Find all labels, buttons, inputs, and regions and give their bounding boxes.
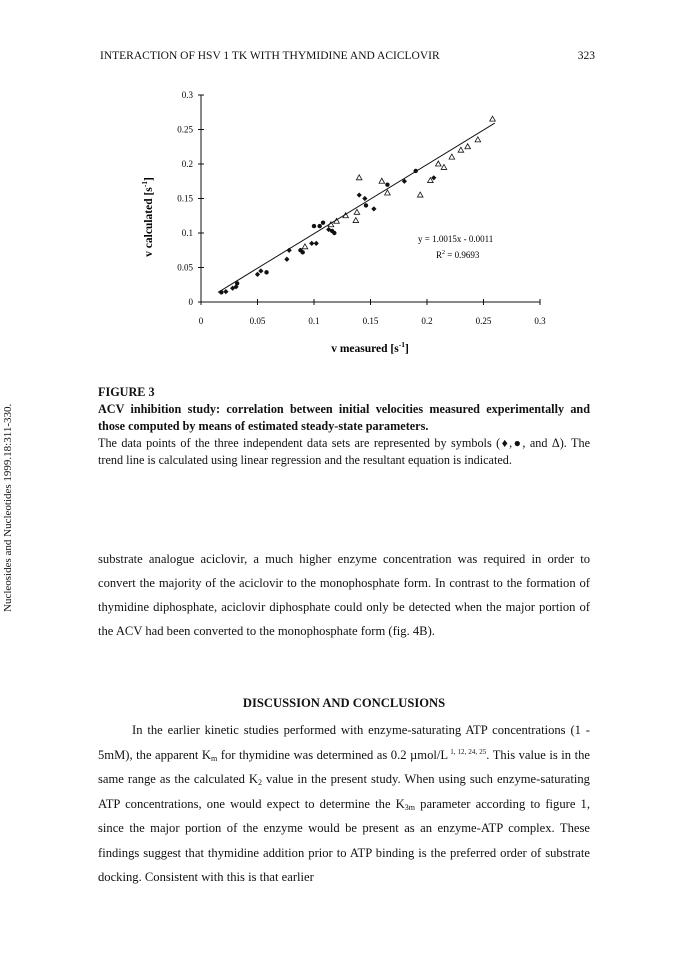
triangle-point [436,161,442,166]
y-tick-label: 0.1 [181,228,193,238]
y-tick-label: 0.15 [177,193,193,204]
figure-3-chart [140,84,560,374]
triangle-point [465,144,471,149]
y-axis-label [140,177,155,257]
triangle-point [475,137,481,142]
circle-point [317,224,321,228]
diamond-point [309,241,314,246]
regression-equation: y = 1.0015x - 0.0011 [418,234,494,244]
running-head [100,50,595,66]
triangle-point [353,218,359,223]
triangle-point [449,154,455,159]
circle-point [312,224,316,228]
y-axis-label-sup: -1 [140,180,149,188]
diamond-point [371,206,376,211]
x-tick-label: 0.1 [308,316,320,326]
x-tick-label: 0.05 [249,316,266,326]
x-axis-label-sup: -1 [398,340,405,349]
body-paragraph: substrate analogue aciclovir, a much higher enzyme concentration was required in order to convert the majority of the aciclovir to the monophosphate form. In contrast to the formation of thymidine diphosphate, aciclovir diphosphate could only be detected when the major portion of the ACV had been converted to the monophosphate form (fig. 4B). [98,552,590,638]
figure-label: FIGURE 3 [98,385,155,399]
x-tick-label: 0.3 [534,316,546,326]
y-tick-label: 0.05 [177,262,193,273]
triangle-point [385,190,391,195]
subscript: 3m [404,802,416,812]
side-citation [2,352,18,612]
diamond-point [362,196,367,201]
x-tick-label: 0.25 [475,316,492,326]
diamond-point [223,289,228,294]
x-tick-label: 0 [198,316,204,326]
text-run: . This value is in the same range as the calculated K [98,747,590,786]
running-title: INTERACTION OF HSV 1 TK WITH THYMIDINE AND ACICLOVIR [100,50,440,62]
y-tick-label: 0.2 [181,159,193,169]
diamond-point [284,257,289,262]
trend-line-group [218,123,495,292]
triangle-point [356,175,362,180]
circle-point [301,250,305,254]
text-run: for thymidine was determined as 0.2 µmol/L [217,747,449,762]
diamond-point [357,192,362,197]
figure-description: The data points of the three independent data sets are represented by symbols (♦,●, and Δ). The trend line is calculated using linear regression and the resultant equation is indicated. [98,436,590,467]
x-tick-label: 0.2 [421,316,433,326]
data-points [219,116,495,294]
triangle-point [490,116,496,121]
subscript: m [211,753,218,763]
section-heading: DISCUSSION AND CONCLUSIONS [242,696,446,710]
triangle-point [458,147,464,152]
side-citation-text: Nucleosides and Nucleotides 1999.18:311-330. [2,403,14,612]
x-axis-label-end: ] [404,343,409,355]
page-number: 323 [577,50,595,62]
triangle-point [417,192,423,197]
y-axis-label-end: ] [143,177,155,181]
y-axis-label-text: v calculated [s [143,187,155,257]
x-axis-label-text: v measured [s [331,343,399,355]
text-run: parameter according to figure 1, since the major portion of the enzyme would be present as an enzyme-ATP complex. These findings suggest that thymidine addition prior to ATP binding is the preferred order of substrate docking. Consistent with this is that earlier [98,796,591,884]
triangle-point [354,209,360,214]
r-squared-label: R [436,250,443,260]
text-run: In the earlier kinetic studies performed with enzyme-saturating ATP concentrations (1 - 5mM), the apparent K [98,723,590,762]
circle-point [364,203,368,207]
y-tick-label: 0.25 [177,124,193,135]
x-tick-label: 0.15 [362,316,379,326]
citation-refs: 1, 12, 24, 25 [448,747,487,756]
figure-title: ACV inhibition study: correlation between initial velocities measured experimentally and those computed by means of estimated steady-state parameters. [98,402,590,433]
text-run: value in the present study. When using such enzyme-saturating ATP concentrations, one would expect to determine the K [98,772,590,811]
r-squared [436,250,480,260]
triangle-point [302,244,308,249]
body-paragraph [98,718,590,890]
diamond-point [314,241,319,246]
trend-line [218,123,495,292]
y-tick-label: 0.3 [181,90,193,100]
circle-point [385,183,389,187]
triangle-point [441,164,447,169]
diamond-point [255,272,260,277]
y-tick-label: 0 [188,297,193,307]
x-axis-label [331,340,409,355]
circle-point [321,220,325,224]
triangle-point [379,178,385,183]
r-squared-sup: 2 [442,250,446,256]
r-squared-value: = 0.9693 [445,250,480,260]
scatter-plot [140,84,560,374]
figure-caption [98,384,590,469]
circle-point [264,270,268,274]
subscript: 2 [258,778,263,787]
circle-point [332,231,336,235]
diamond-point [258,268,263,273]
